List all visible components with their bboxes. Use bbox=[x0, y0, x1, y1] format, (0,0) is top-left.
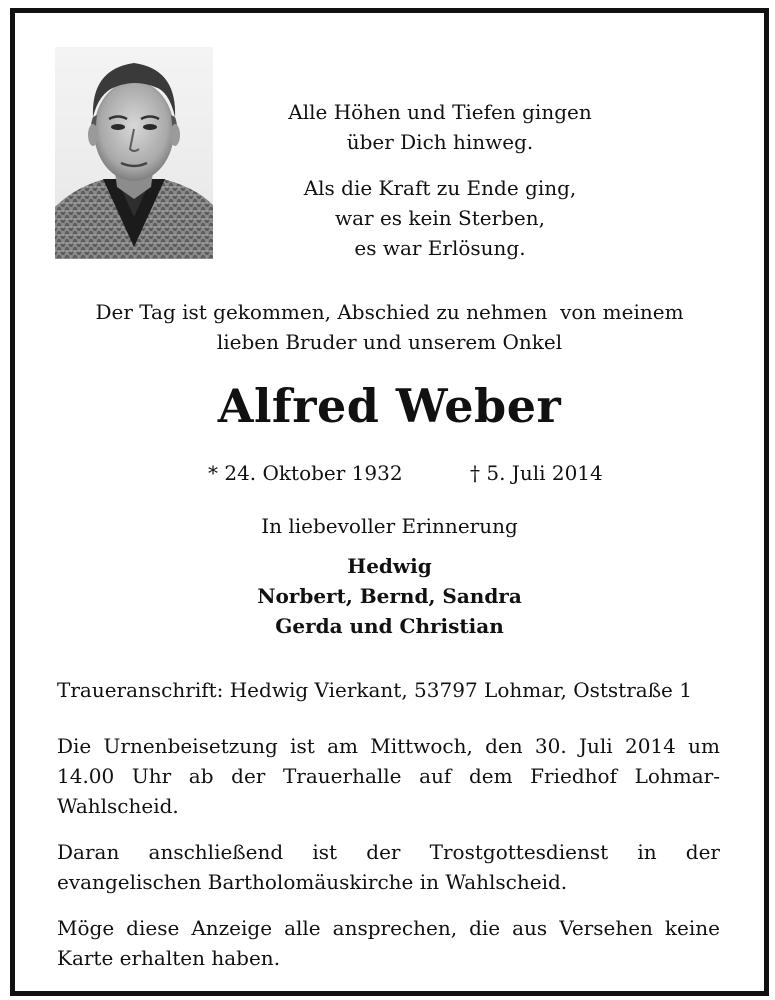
death-date: † 5. Juli 2014 bbox=[470, 461, 603, 485]
intro-text bbox=[35, 297, 744, 357]
paragraph-burial: Die Urnenbeisetzung ist am Mittwoch, den 30. Juli 2014 um 14.00 Uhr ab der Trauerhalle auf dem Friedhof Lohmar-Wahlscheid. bbox=[57, 734, 720, 818]
mourner-name: Norbert, Bernd, Sandra bbox=[257, 584, 522, 608]
mourners-intro: In liebevoller Erinnerung bbox=[261, 514, 518, 538]
portrait-photo-icon bbox=[55, 47, 213, 259]
intro-line: Der Tag ist gekommen, Abschied zu nehmen von meinem bbox=[95, 300, 684, 324]
mourner-name: Gerda und Christian bbox=[275, 614, 504, 638]
verse-stanza-2 bbox=[265, 173, 615, 263]
intro-line: lieben Bruder und unserem Onkel bbox=[216, 330, 563, 354]
mourning-address: Traueranschrift: Hedwig Vierkant, 53797 Lohmar, Oststraße 1 bbox=[57, 678, 692, 702]
verse-line: war es kein Sterben, bbox=[334, 206, 546, 230]
verse-stanza-1 bbox=[265, 97, 615, 157]
verse-line: es war Erlösung. bbox=[354, 236, 526, 260]
verse-line: Alle Höhen und Tiefen gingen bbox=[288, 100, 592, 124]
verse-line: Als die Kraft zu Ende ging, bbox=[303, 176, 577, 200]
portrait-photo bbox=[55, 47, 213, 259]
paragraph-notice: Möge diese Anzeige alle ansprechen, die aus Versehen keine Karte erhalten haben. bbox=[57, 916, 720, 970]
mourner-name: Hedwig bbox=[347, 554, 432, 578]
mourners-list bbox=[35, 551, 744, 641]
birth-date: * 24. Oktober 1932 bbox=[208, 461, 403, 485]
obituary-notice bbox=[10, 8, 769, 996]
paragraph-service: Daran anschließend ist der Trostgottesdienst in der evangelischen Bartholomäuskirche in Wahlscheid. bbox=[57, 840, 720, 894]
deceased-name: Alfred Weber bbox=[217, 379, 562, 433]
verse-line: über Dich hinweg. bbox=[346, 130, 534, 154]
